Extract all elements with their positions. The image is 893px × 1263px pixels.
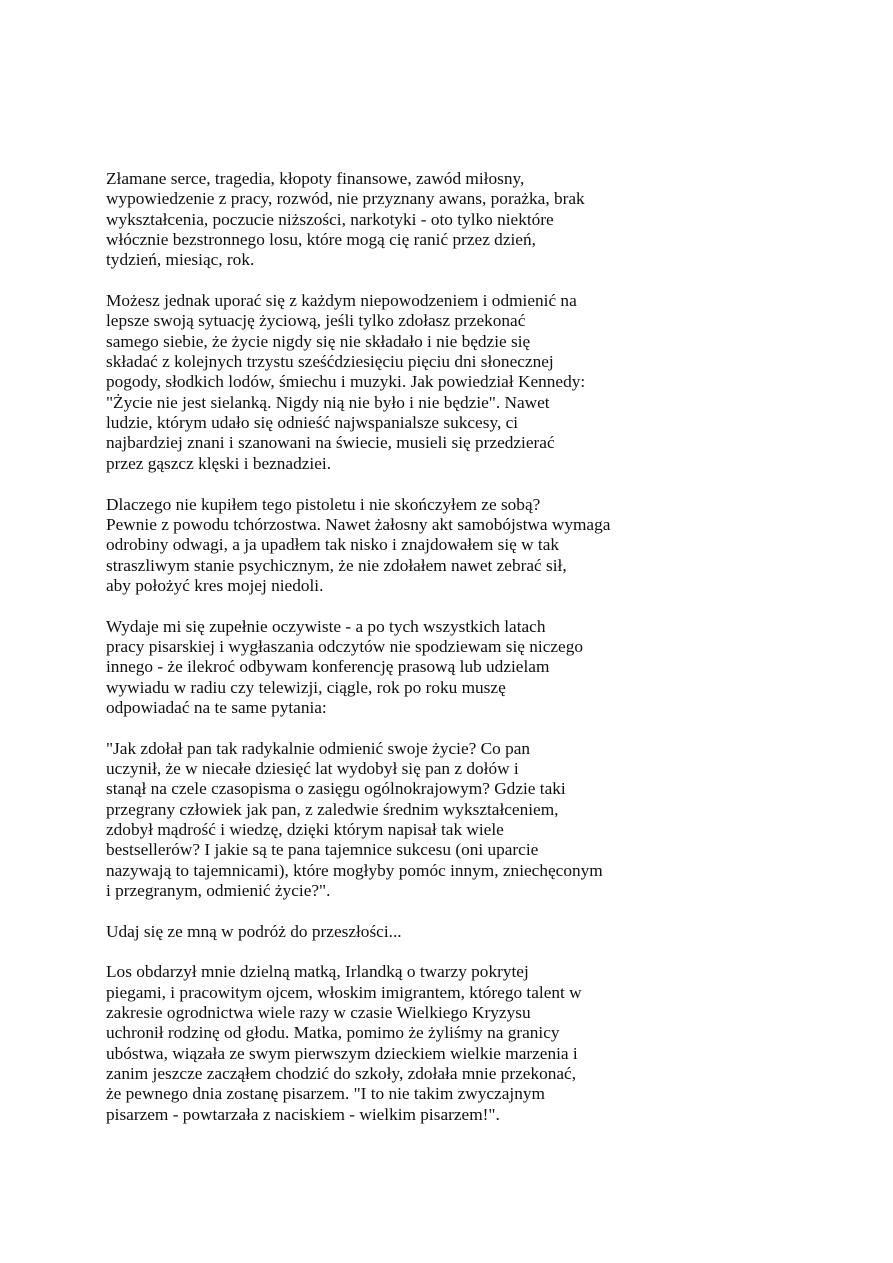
paragraph bbox=[106, 617, 666, 719]
text-line: innego - że ilekroć odbywam konferencję prasową lub udzielam bbox=[106, 657, 550, 677]
text-line: wykształcenia, poczucie niższości, narkotyki - oto tylko niektóre bbox=[106, 209, 554, 229]
text-line: "Jak zdołał pan tak radykalnie odmienić swoje życie? Co pan bbox=[106, 738, 531, 758]
paragraph bbox=[106, 962, 666, 1125]
text-line: stanął na czele czasopisma o zasięgu ogólnokrajowym? Gdzie taki bbox=[106, 779, 566, 799]
text-line: przegrany człowiek jak pan, z zaledwie średnim wykształceniem, bbox=[106, 799, 559, 819]
text-line: straszliwym stanie psychicznym, że nie zdołałem nawet zebrać sił, bbox=[106, 555, 567, 575]
text-line: pogody, słodkich lodów, śmiechu i muzyki. Jak powiedział Kennedy: bbox=[106, 372, 586, 392]
text-line: Złamane serce, tragedia, kłopoty finansowe, zawód miłosny, bbox=[106, 169, 525, 188]
text-line: zakresie ogrodnictwa wiele razy w czasie Wielkiego Kryzysu bbox=[106, 1003, 531, 1023]
paragraph bbox=[106, 739, 666, 902]
paragraph bbox=[106, 291, 666, 474]
text-line: Dlaczego nie kupiłem tego pistoletu i nie skończyłem ze sobą? bbox=[106, 494, 541, 514]
text-line: pisarzem - powtarzała z naciskiem - wielkim pisarzem!". bbox=[106, 1104, 500, 1124]
text-line: lepsze swoją sytuację życiową, jeśli tylko zdołasz przekonać bbox=[106, 311, 526, 331]
text-line: odpowiadać na te same pytania: bbox=[106, 697, 327, 717]
text-line: zdobył mądrość i wiedzę, dzięki którym napisał tak wiele bbox=[106, 820, 504, 839]
text-line: zanim jeszcze zacząłem chodzić do szkoły, zdołała mnie przekonać, bbox=[106, 1064, 577, 1084]
text-line: wypowiedzenie z pracy, rozwód, nie przyznany awans, porażka, brak bbox=[106, 189, 585, 209]
text-line: najbardziej znani i szanowani na świecie, musieli się przedzierać bbox=[106, 433, 555, 453]
paragraph bbox=[106, 922, 666, 942]
text-line: "Życie nie jest sielanką. Nigdy nią nie było i nie będzie". Nawet bbox=[106, 392, 550, 412]
text-line: i przegranym, odmienić życie?". bbox=[106, 881, 331, 901]
document-body bbox=[106, 169, 666, 1146]
paragraph bbox=[106, 169, 666, 271]
text-line: przez gąszcz klęski i beznadziei. bbox=[106, 453, 332, 473]
text-line: ludzie, którym udało się odnieść najwspanialsze sukcesy, ci bbox=[106, 413, 519, 433]
text-line: odrobiny odwagi, a ja upadłem tak nisko i znajdowałem się w tak bbox=[106, 535, 560, 555]
text-line: Wydaje mi się zupełnie oczywiste - a po tych wszystkich latach bbox=[106, 616, 546, 636]
text-line: składać z kolejnych trzystu sześćdziesięciu pięciu dni słonecznej bbox=[106, 352, 554, 372]
text-line: piegami, i pracowitym ojcem, włoskim imigrantem, którego talent w bbox=[106, 982, 582, 1002]
text-line: włócznie bezstronnego losu, które mogą cię ranić przez dzień, bbox=[106, 230, 536, 250]
paragraph bbox=[106, 495, 666, 597]
text-line: Los obdarzył mnie dzielną matką, Irlandką o twarzy pokrytej bbox=[106, 962, 529, 982]
text-line: tydzień, miesiąc, rok. bbox=[106, 250, 255, 270]
text-line: samego siebie, że życie nigdy się nie składało i nie będzie się bbox=[106, 331, 531, 351]
text-line: uchronił rodzinę od głodu. Matka, pomimo że żyliśmy na granicy bbox=[106, 1023, 560, 1043]
text-line: nazywają to tajemnicami), które mogłyby pomóc innym, zniechęconym bbox=[106, 860, 603, 880]
text-line: Pewnie z powodu tchórzostwa. Nawet żałosny akt samobójstwa wymaga bbox=[106, 514, 611, 534]
text-line: uczynił, że w niecałe dziesięć lat wydobył się pan z dołów i bbox=[106, 758, 519, 778]
text-line: Udaj się ze mną w podróż do przeszłości... bbox=[106, 921, 402, 941]
text-line: pracy pisarskiej i wygłaszania odczytów nie spodziewam się niczego bbox=[106, 636, 583, 656]
text-line: Możesz jednak uporać się z każdym niepowodzeniem i odmienić na bbox=[106, 291, 577, 311]
text-line: wywiadu w radiu czy telewizji, ciągle, rok po roku muszę bbox=[106, 677, 506, 697]
text-line: bestsellerów? I jakie są te pana tajemnice sukcesu (oni uparcie bbox=[106, 840, 539, 860]
text-line: aby położyć kres mojej niedoli. bbox=[106, 575, 324, 595]
text-line: że pewnego dnia zostanę pisarzem. "I to nie takim zwyczajnym bbox=[106, 1084, 545, 1104]
text-line: ubóstwa, wiązała ze swym pierwszym dzieckiem wielkie marzenia i bbox=[106, 1043, 578, 1063]
